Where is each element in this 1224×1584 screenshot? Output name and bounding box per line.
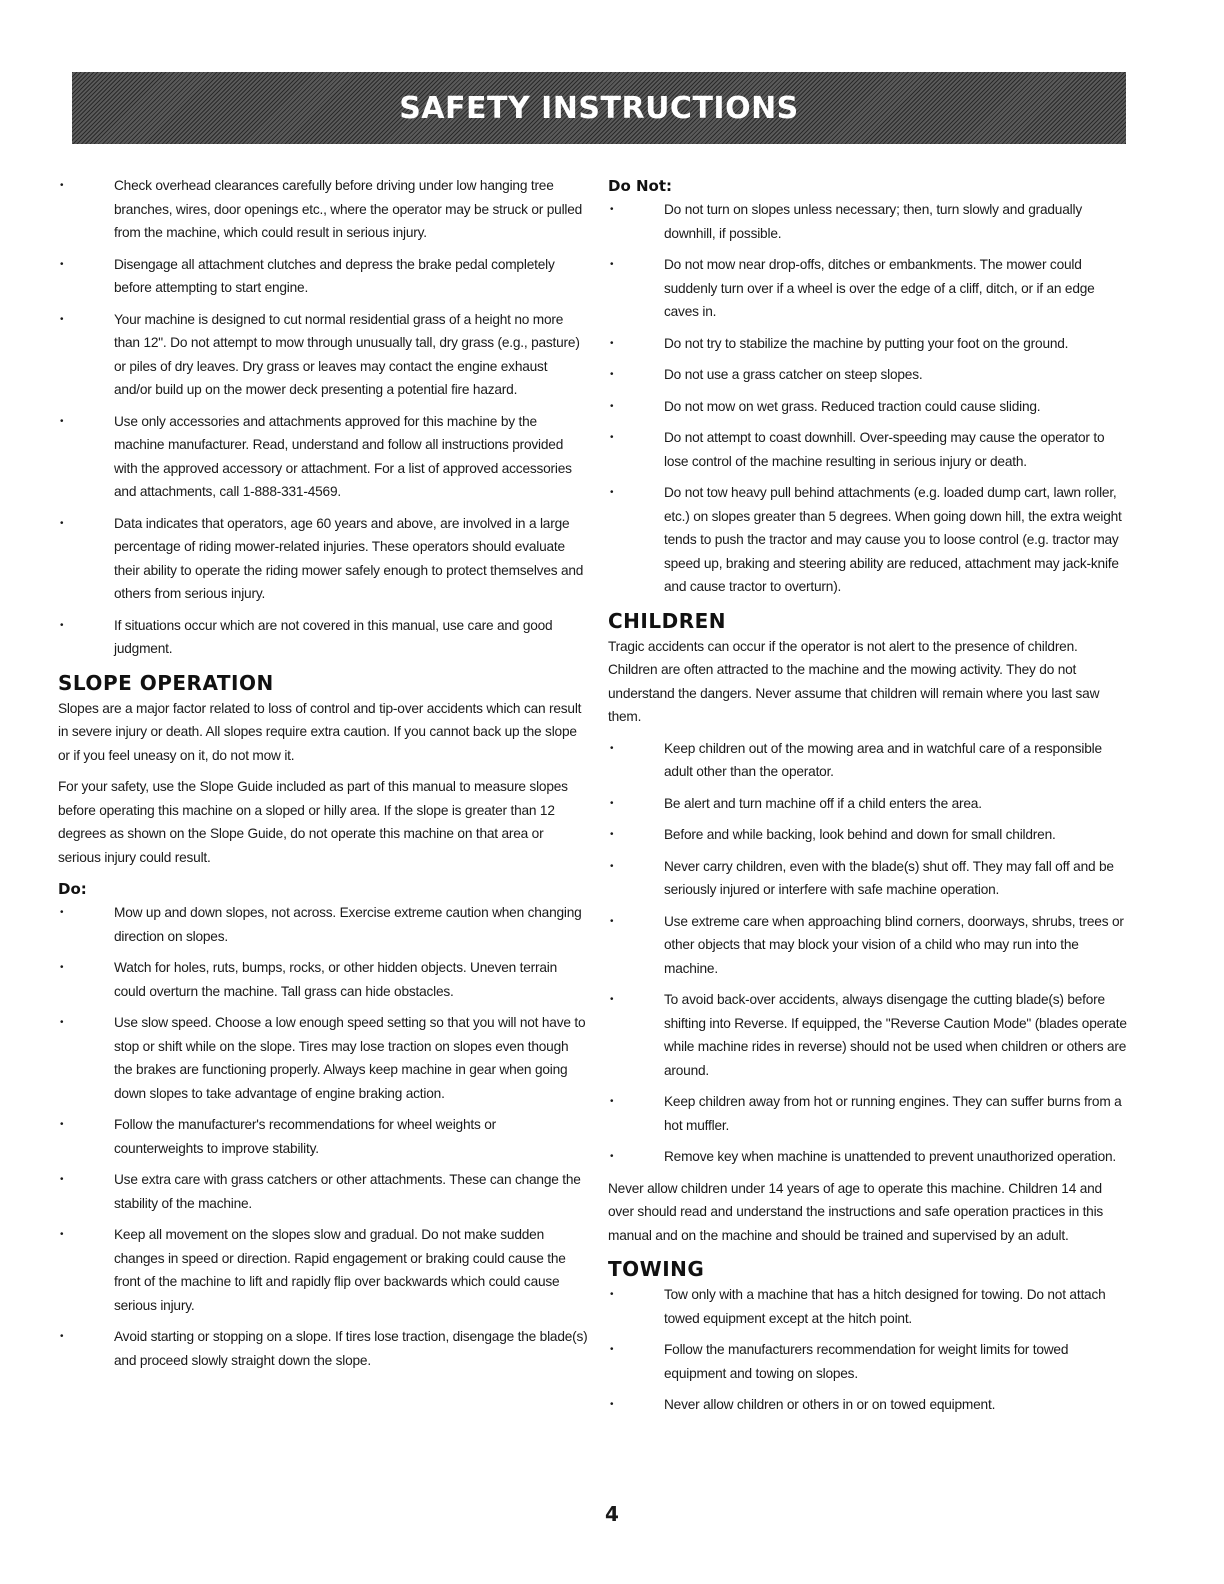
list-item: • Never carry children, even with the blade(s) shut off. They may fall off and be seriously injured or interfere with safe machine operation. <box>608 855 1128 902</box>
list-item: • Use extra care with grass catchers or other attachments. These can change the stability of the machine. <box>58 1168 588 1215</box>
do-list <box>58 901 588 1372</box>
list-item: • Do not mow on wet grass. Reduced traction could cause sliding. <box>608 395 1128 419</box>
list-item: • Do not turn on slopes unless necessary; then, turn slowly and gradually downhill, if possible. <box>608 198 1128 245</box>
list-item: • Use extreme care when approaching blind corners, doorways, shrubs, trees or other objects that may block your vision of a child who may run into the machine. <box>608 910 1128 981</box>
left-column <box>58 174 588 1380</box>
right-column <box>608 174 1128 1425</box>
list-item: • Do not mow near drop-offs, ditches or embankments. The mower could suddenly turn over if a wheel is over the edge of a cliff, ditch, or if an edge caves in. <box>608 253 1128 324</box>
do-not-heading: Do Not: <box>608 177 673 195</box>
slope-operation-heading: SLOPE OPERATION <box>58 670 274 695</box>
children-outro: Never allow children under 14 years of age to operate this machine. Children 14 and over should read and understand the instructions and safe operation practices in this manual and on the machine and should be trained and supervised by an adult. <box>608 1180 1104 1243</box>
do-not-list <box>608 198 1128 599</box>
children-list <box>608 737 1128 1169</box>
slope-paragraph: Slopes are a major factor related to loss of control and tip-over accidents which can result in severe injury or death. All slopes require extra caution. If you cannot back up the slope or if you feel uneasy on it, do not mow it. <box>58 700 582 763</box>
list-item: • Do not try to stabilize the machine by putting your foot on the ground. <box>608 332 1128 356</box>
list-item: • To avoid back-over accidents, always disengage the cutting blade(s) before shifting into Reverse. If equipped, the "Reverse Caution Mode" (blades operate while machine rides in reverse) should not be used when children or others are around. <box>608 988 1128 1082</box>
list-item: • If situations occur which are not covered in this manual, use care and good judgment. <box>58 614 588 661</box>
list-item: • Do not use a grass catcher on steep slopes. <box>608 363 1128 387</box>
list-item: • Disengage all attachment clutches and depress the brake pedal completely before attempting to start engine. <box>58 253 588 300</box>
general-safety-list <box>58 174 588 661</box>
do-heading: Do: <box>58 880 87 898</box>
list-item: • Use slow speed. Choose a low enough speed setting so that you will not have to stop or shift while on the slope. Tires may lose traction on slopes even though the brakes are functioning properly. Always keep machine in gear when going down slopes to take advantage of engine braking action. <box>58 1011 588 1105</box>
page-number: 4 <box>605 1502 619 1526</box>
list-item: • Watch for holes, ruts, bumps, rocks, or other hidden objects. Uneven terrain could overturn the machine. Tall grass can hide obstacles. <box>58 956 588 1003</box>
list-item: • Follow the manufacturers recommendation for weight limits for towed equipment and towing on slopes. <box>608 1338 1128 1385</box>
towing-list <box>608 1283 1128 1417</box>
title-banner <box>72 72 1126 144</box>
list-item: • Remove key when machine is unattended to prevent unauthorized operation. <box>608 1145 1128 1169</box>
list-item: • Data indicates that operators, age 60 years and above, are involved in a large percentage of riding mower-related injuries. These operators should evaluate their ability to operate the riding mower safely enough to protect themselves and others from serious injury. <box>58 512 588 606</box>
children-intro: Tragic accidents can occur if the operator is not alert to the presence of children. Children are often attracted to the machine and the mowing activity. They do not understand the dangers. Never assume that children will remain where you last saw them. <box>608 638 1100 724</box>
towing-heading: TOWING <box>608 1257 705 1281</box>
list-item: • Be alert and turn machine off if a child enters the area. <box>608 792 1128 816</box>
list-item: • Your machine is designed to cut normal residential grass of a height no more than 12". Do not attempt to mow through unusually tall, dry grass (e.g., pasture) or piles of dry leaves. Dry grass or leaves may contact the engine exhaust and/or build up on the mower deck presenting a potential fire hazard. <box>58 308 588 402</box>
list-item: • Never allow children or others in or on towed equipment. <box>608 1393 1128 1417</box>
list-item: • Keep children out of the mowing area and in watchful care of a responsible adult other than the operator. <box>608 737 1128 784</box>
slope-paragraph: For your safety, use the Slope Guide included as part of this manual to measure slopes before operating this machine on a sloped or hilly area. If the slope is greater than 12 degrees as shown on the Slope Guide, do not operate this machine on that area or serious injury could result. <box>58 779 568 865</box>
list-item: • Use only accessories and attachments approved for this machine by the machine manufacturer. Read, understand and follow all instructions provided with the approved accessory or attachment. For a list of approved accessories and attachments, call 1-888-331-4569. <box>58 410 588 504</box>
list-item: • Tow only with a machine that has a hitch designed for towing. Do not attach towed equipment except at the hitch point. <box>608 1283 1128 1330</box>
list-item: • Before and while backing, look behind and down for small children. <box>608 823 1128 847</box>
list-item: • Do not attempt to coast downhill. Over-speeding may cause the operator to lose control of the machine resulting in serious injury or death. <box>608 426 1128 473</box>
list-item: • Keep all movement on the slopes slow and gradual. Do not make sudden changes in speed or direction. Rapid engagement or braking could cause the front of the machine to lift and rapidly flip over backwards which could cause serious injury. <box>58 1223 588 1317</box>
list-item: • Mow up and down slopes, not across. Exercise extreme caution when changing direction on slopes. <box>58 901 588 948</box>
list-item: • Keep children away from hot or running engines. They can suffer burns from a hot muffler. <box>608 1090 1128 1137</box>
children-heading: CHILDREN <box>608 608 727 633</box>
list-item: • Avoid starting or stopping on a slope. If tires lose traction, disengage the blade(s) and proceed slowly straight down the slope. <box>58 1325 588 1372</box>
list-item: • Check overhead clearances carefully before driving under low hanging tree branches, wires, door openings etc., where the operator may be struck or pulled from the machine, which could result in serious injury. <box>58 174 588 245</box>
page-title: SAFETY INSTRUCTIONS <box>399 90 799 126</box>
list-item: • Do not tow heavy pull behind attachments (e.g. loaded dump cart, lawn roller, etc.) on slopes greater than 5 degrees. When going down hill, the extra weight tends to push the tractor and may cause you to loose control (e.g. tractor may speed up, braking and steering ability are reduced, attachment may jack-knife and cause tractor to overturn). <box>608 481 1128 599</box>
list-item: • Follow the manufacturer's recommendations for wheel weights or counterweights to improve stability. <box>58 1113 588 1160</box>
